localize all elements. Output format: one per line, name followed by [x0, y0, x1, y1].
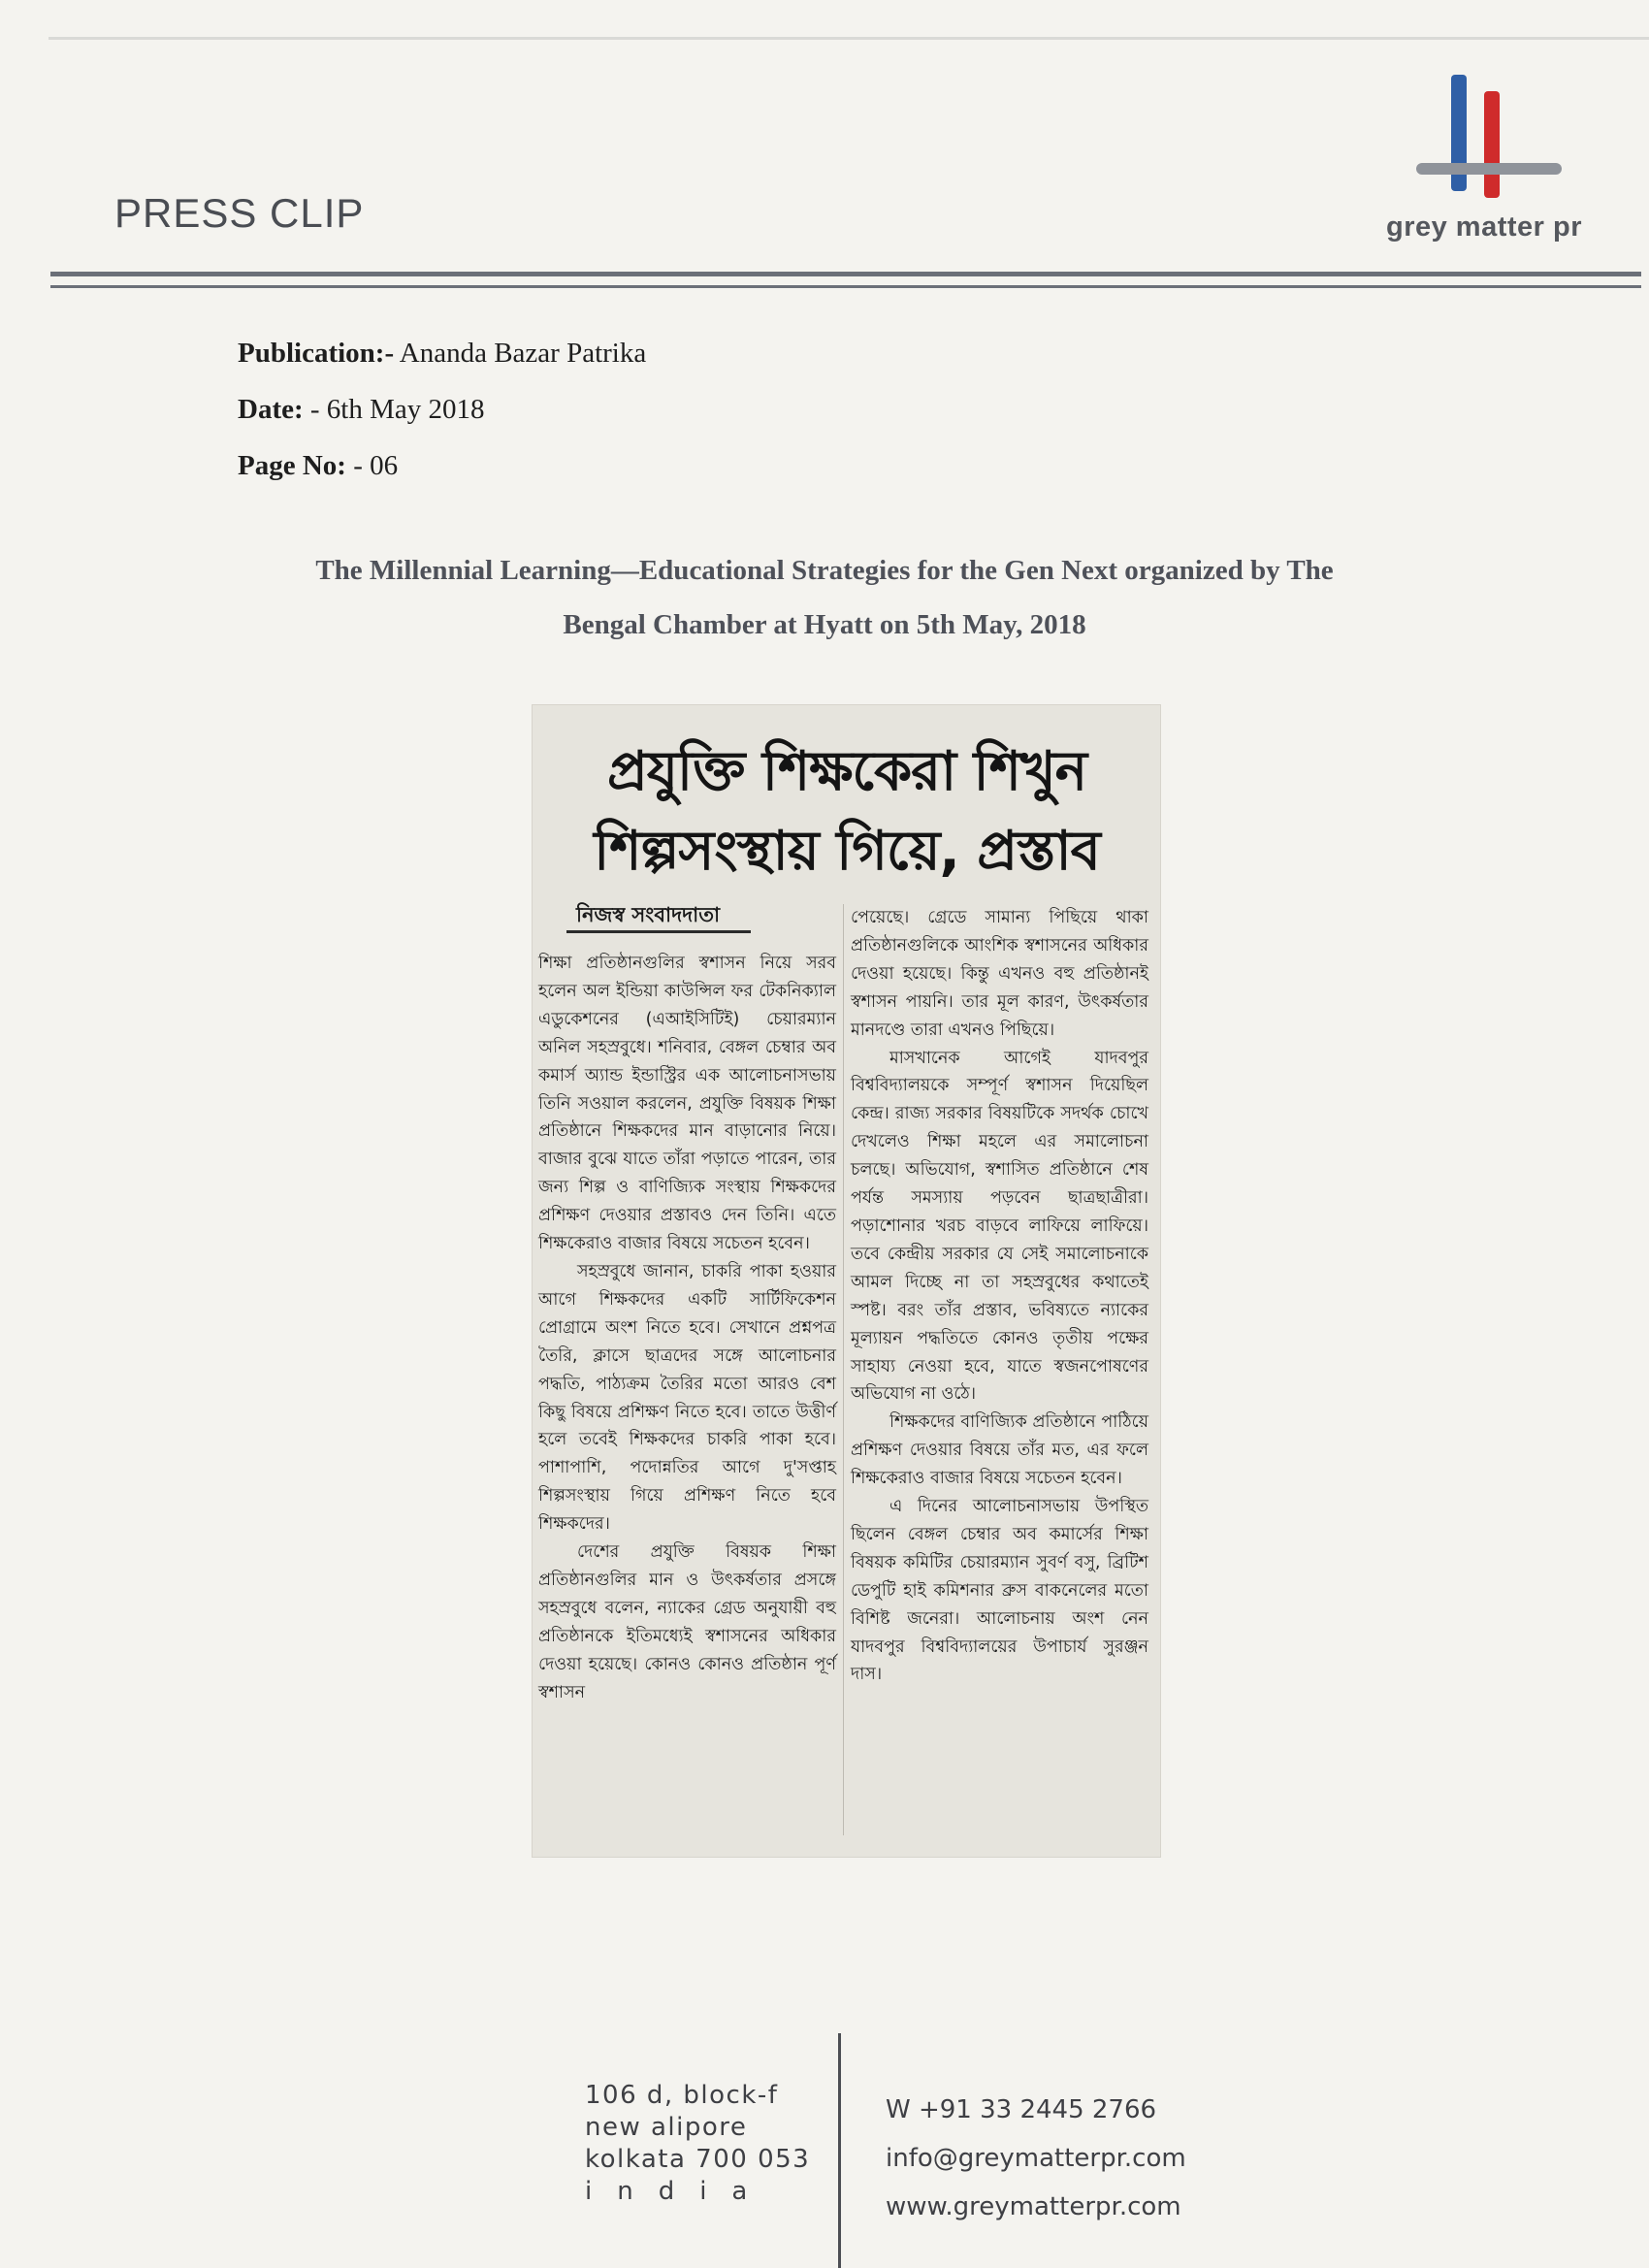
footer-address — [585, 2080, 810, 2208]
headline-line-2: শিল্পসংস্থায় গিয়ে, প্রস্তাব — [594, 820, 1100, 883]
page-number-line — [238, 450, 646, 506]
newspaper-clipping — [533, 705, 1160, 1857]
address-line: new alipore — [585, 2113, 748, 2142]
publication-label: Publication:- — [238, 338, 395, 369]
article-column-right — [851, 904, 1148, 1689]
event-caption — [223, 543, 1426, 652]
website-url: www.greymatterpr.com — [886, 2192, 1181, 2221]
publication-value: Ananda Bazar Patrika — [399, 338, 647, 369]
caption-line-2: Bengal Chamber at Hyatt on 5th May, 2018 — [563, 609, 1086, 640]
page-number-value: - 06 — [353, 450, 399, 481]
column-separator — [843, 904, 844, 1835]
header-divider-thin — [50, 285, 1641, 288]
address-line: kolkata 700 053 — [585, 2145, 811, 2174]
article-headline — [550, 732, 1144, 891]
logo-bars-icon — [1414, 70, 1569, 206]
headline-line-1: প্রযুক্তি শিক্ষকেরা শিখুন — [606, 740, 1087, 803]
page-number-label: Page No: — [238, 450, 346, 481]
article-paragraph: সহস্রবুধে জানান, চাকরি পাকা হওয়ার আগে শিক্ষকদের একটি সার্টিফিকেশন প্রোগ্রামে অংশ নিতে হবে। সেখানে প্রশ্নপত্র তৈরি, ক্লাসে ছাত্রদের সঙ্গে আলোচনার পদ্ধতি, পাঠ্যক্রম তৈরির মতো আরও বেশ কিছু বিষয়ে প্রশিক্ষণ নিতে হবে। তাতে উত্তীর্ণ হলে তবেই শিক্ষকদের চাকরি পাকা হবে। পাশাপাশি, পদোন্নতির আগে দু'সপ্তাহ শিল্পসংস্থায় গিয়ে প্রশিক্ষণ নিতে হবে শিক্ষকদের। — [538, 1261, 836, 1535]
header-divider — [50, 272, 1641, 276]
phone-number: W +91 33 2445 2766 — [886, 2095, 1157, 2124]
article-byline: নিজস্ব সংবাদদাতা — [576, 903, 721, 926]
address-line: 106 d, block-f — [585, 2081, 779, 2110]
email-address: info@greymatterpr.com — [886, 2144, 1186, 2173]
date-label: Date: — [238, 394, 304, 425]
article-paragraph: শিক্ষকদের বাণিজ্যিক প্রতিষ্ঠানে পাঠিয়ে প্রশিক্ষণ দেওয়ার বিষয়ে তাঁর মত, এর ফলে শিক্ষকেরাও বাজার বিষয়ে সচেতন হবেন। — [851, 1412, 1148, 1489]
article-paragraph: পেয়েছে। গ্রেডে সামান্য পিছিয়ে থাকা প্রতিষ্ঠানগুলিকে আংশিক স্বশাসনের অধিকার দেওয়া হয়েছে। কিন্তু এখনও বহু প্রতিষ্ঠানই স্বশাসন পায়নি। তার মূল কারণ, উৎকর্ষতার মানদণ্ডে তারা এখনও পিছিয়ে। — [851, 908, 1148, 1040]
address-country: india — [585, 2177, 773, 2206]
scan-edge — [48, 37, 1649, 40]
article-paragraph: মাসখানেক আগেই যাদবপুর বিশ্ববিদ্যালয়কে সম্পূর্ণ স্বশাসন দিয়েছিল কেন্দ্র। রাজ্য সরকার বিষয়টিকে সদর্থক চোখে দেখলেও শিক্ষা মহলে এর সমালোচনা চলছে। অভিযোগ, স্বশাসিত প্রতিষ্ঠানে শেষ পর্যন্ত সমস্যায় পড়বেন ছাত্রছাত্রীরা। পড়াশোনার খরচ বাড়বে লাফিয়ে লাফিয়ে। তবে কেন্দ্রীয় সরকার যে সেই সমালোচনাকে আমল দিচ্ছে না তা সহস্রবুধের কথাতেই স্পষ্ট। বরং তাঁর প্রস্তাব, ভবিষ্যতে ন্যাকের মূল্যায়ন পদ্ধতিতে কোনও তৃতীয় পক্ষের সাহায্য নেওয়া হবে, যাতে স্বজনপোষণের অভিযোগ না ওঠে। — [851, 1048, 1148, 1405]
clip-metadata — [238, 338, 646, 506]
brand-name: grey matter pr — [1385, 211, 1582, 243]
article-paragraph: দেশের প্রযুক্তি বিষয়ক শিক্ষা প্রতিষ্ঠানগুলির মান ও উৎকর্ষতার প্রসঙ্গে সহস্রবুধে বলেন, ন্যাকের গ্রেড অনুযায়ী বহু প্রতিষ্ঠানকে ইতিমধ্যেই স্বশাসনের অধিকার দেওয়া হয়েছে। কোনও কোনও প্রতিষ্ঠান পূর্ণ স্বশাসন — [538, 1542, 836, 1702]
footer-divider — [838, 2033, 841, 2268]
article-paragraph: শিক্ষা প্রতিষ্ঠানগুলির স্বশাসন নিয়ে সরব হলেন অল ইন্ডিয়া কাউন্সিল ফর টেকনিক্যাল এডুকেশনের (এআইসিটিই) চেয়ারম্যান অনিল সহস্রবুধে। শনিবার, বেঙ্গল চেম্বার অব কমার্স অ্যান্ড ইন্ডাস্ট্রির এক আলোচনাসভায় তিনি সওয়াল করলেন, প্রযুক্তি বিষয়ক শিক্ষা প্রতিষ্ঠানে শিক্ষকদের মান বাড়ানোর নিয়ে। বাজার বুঝে যাতে তাঁরা পড়াতে পারেন, তার জন্য শিল্প ও বাণিজ্যিক সংস্থায় শিক্ষকদের প্রশিক্ষণ দেওয়ার প্রস্তাবও দেন তিনি। এতে শিক্ষকেরাও বাজার বিষয়ে সচেতন হবেন। — [538, 954, 836, 1254]
publication-line — [238, 338, 646, 394]
byline-underline — [566, 930, 751, 933]
date-value: - 6th May 2018 — [309, 394, 485, 425]
article-column-left — [538, 950, 836, 1706]
footer-contact — [886, 2086, 1186, 2231]
caption-line-1: The Millennial Learning—Educational Strategies for the Gen Next organized by The — [315, 555, 1334, 586]
brand-logo — [1377, 70, 1591, 254]
date-line — [238, 394, 646, 450]
article-paragraph: এ দিনের আলোচনাসভায় উপস্থিত ছিলেন বেঙ্গল চেম্বার অব কমার্সের শিক্ষা বিষয়ক কমিটির চেয়ারম্যান সুবর্ণ বসু, ব্রিটিশ ডেপুটি হাই কমিশনার ব্রুস বাকনেলের মতো বিশিষ্ট জনেরা। আলোচনায় অংশ নেন যাদবপুর বিশ্ববিদ্যালয়ের উপাচার্য সুরঞ্জন দাস। — [851, 1497, 1148, 1685]
page-title: PRESS CLIP — [114, 190, 365, 236]
